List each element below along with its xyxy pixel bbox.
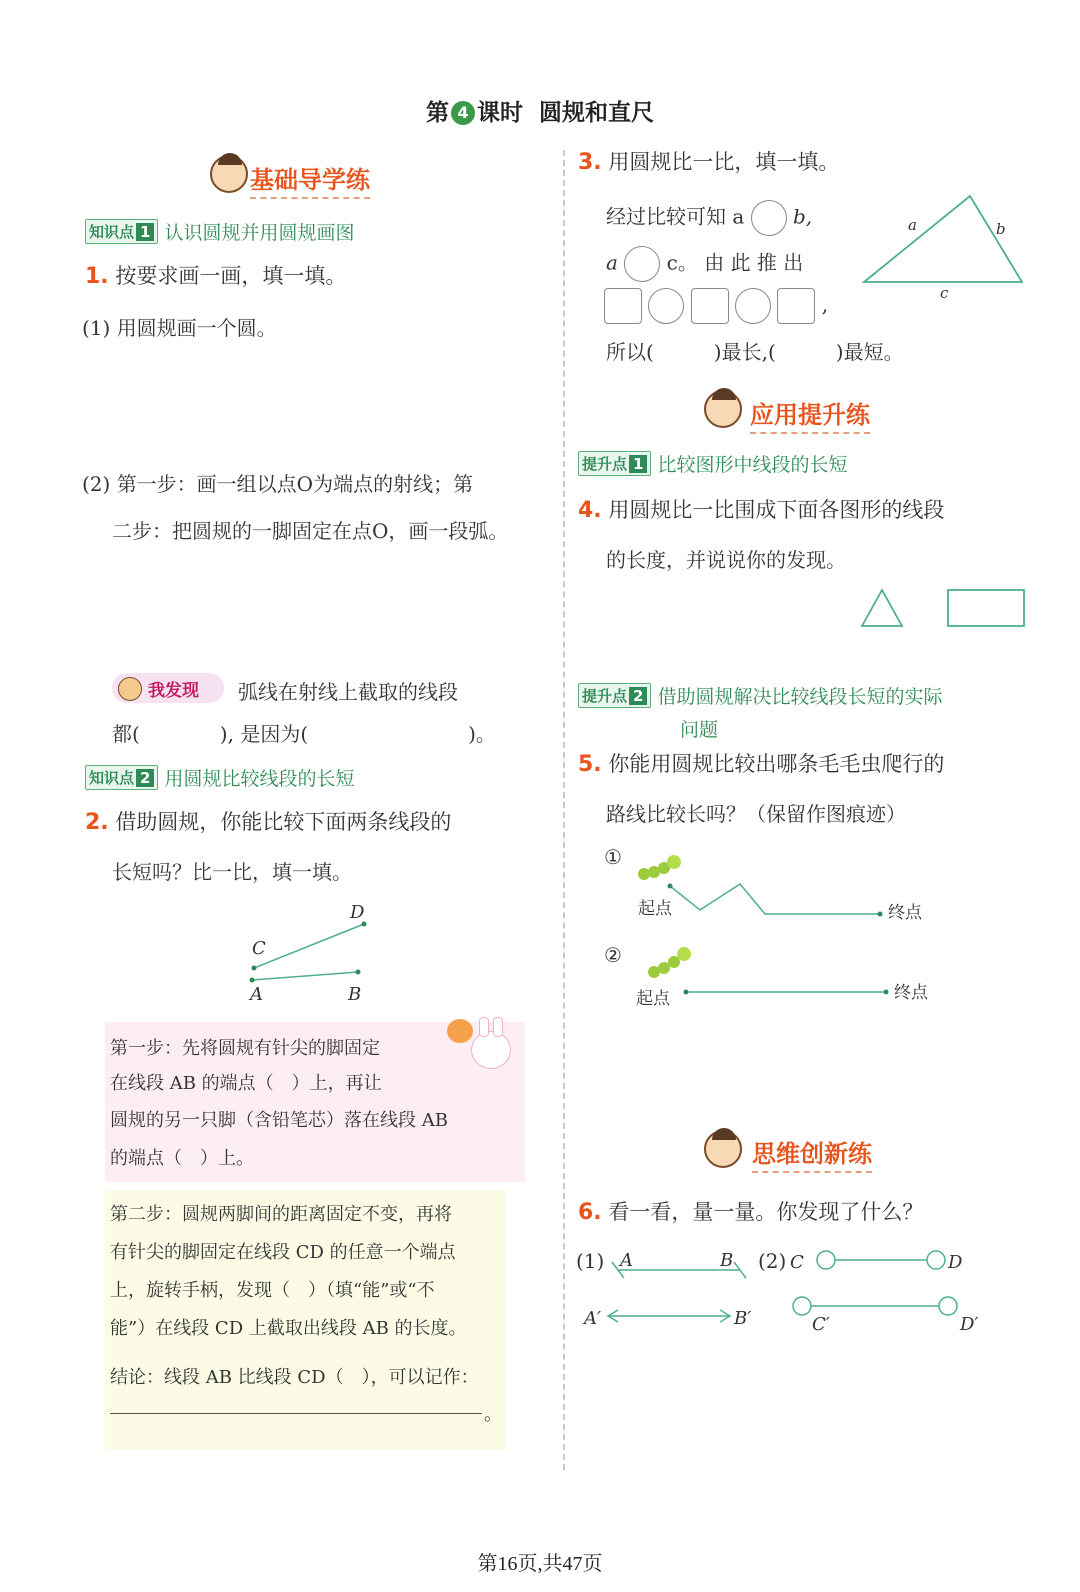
q2-segments-figure bbox=[240, 900, 380, 1010]
column-divider bbox=[563, 150, 565, 1470]
q3-compare-circle-1[interactable] bbox=[751, 200, 787, 236]
kp2-tag: 知识点 2 bbox=[85, 765, 158, 790]
caterpillar-icon-1 bbox=[638, 855, 681, 880]
q5-text-1: 你能用圆规比较出哪条毛毛虫爬行的 bbox=[608, 752, 945, 776]
route-1-end-point bbox=[878, 912, 883, 917]
route-1-start-point bbox=[668, 884, 673, 889]
q6-label-a: A bbox=[620, 1250, 633, 1271]
point-c bbox=[252, 966, 257, 971]
improve-point-2 bbox=[578, 682, 943, 709]
q3-order-end: , bbox=[821, 292, 829, 317]
route-2-marker: ② bbox=[604, 943, 622, 967]
knowledge-point-1 bbox=[85, 218, 355, 245]
tp1-text: 比较图形中线段的长短 bbox=[657, 454, 848, 476]
discover-text-1: 弧线在射线上截取的线段 bbox=[238, 680, 458, 704]
triangle-label-a: a bbox=[908, 216, 917, 234]
q1-part1: (1) 用圆规画一个圆。 bbox=[82, 316, 277, 340]
discover-badge bbox=[112, 673, 224, 703]
q4-text-2: 的长度，并说说你的发现。 bbox=[606, 548, 846, 572]
q3-line1-end: b, bbox=[793, 204, 813, 229]
q6-label-a-prime: A′ bbox=[584, 1308, 602, 1329]
q2-number: 2. bbox=[85, 810, 109, 835]
route-1-marker: ① bbox=[604, 845, 622, 869]
section-apply: 应用提升练 bbox=[750, 395, 870, 434]
route-2-end-point bbox=[884, 990, 889, 995]
label-c: C bbox=[252, 938, 266, 959]
q1-text: 按要求画一画，填一填。 bbox=[115, 264, 347, 288]
q6-label-b: B bbox=[720, 1250, 734, 1271]
q2-text-1: 借助圆规，你能比较下面两条线段的 bbox=[115, 810, 452, 834]
conclusion: 结论：线段 AB 比线段 CD（ ），可以记作： bbox=[110, 1367, 479, 1388]
small-triangle-shape bbox=[862, 590, 902, 626]
point-b bbox=[356, 970, 361, 975]
q1-part2-line2: 二步：把圆规的一脚固定在点O，画一段弧。 bbox=[112, 519, 509, 543]
route-2-start-point bbox=[684, 990, 689, 995]
caterpillar-icon-2 bbox=[648, 947, 691, 978]
q3-line2-text: c。 由 此 推 出 bbox=[666, 250, 804, 275]
q3-order-box-3[interactable] bbox=[777, 288, 815, 324]
label-a: A bbox=[250, 984, 263, 1005]
lesson-name: 圆规和直尺 bbox=[539, 100, 654, 126]
q3-text: 用圆规比一比，填一填。 bbox=[608, 150, 840, 174]
q6-figures bbox=[574, 1238, 994, 1348]
discover-tag: 我发现 bbox=[148, 681, 199, 701]
q3-triangle-figure bbox=[858, 190, 1033, 300]
q4-number: 4. bbox=[578, 498, 602, 523]
q4-text-1: 用圆规比一比围成下面各图形的线段 bbox=[608, 498, 945, 522]
question-4 bbox=[578, 498, 944, 523]
triangle-label-c: c bbox=[940, 284, 949, 300]
step2-line2: 有针尖的脚固定在线段 CD 的任意一个端点 bbox=[110, 1242, 456, 1263]
step2-line4: 能”）在线段 CD 上截取出线段 AB 的长度。 bbox=[110, 1318, 467, 1339]
route-1-start-label: 起点 bbox=[638, 899, 672, 919]
discover-text-2: 都( ), 是因为( )。 bbox=[112, 722, 496, 746]
boy-mascot-icon-3 bbox=[704, 1130, 742, 1168]
question-1 bbox=[85, 264, 346, 289]
q6-number: 6. bbox=[578, 1200, 602, 1225]
lesson-prefix: 第 bbox=[425, 100, 449, 126]
route-2-start-label: 起点 bbox=[636, 989, 670, 1009]
q3-order-box-1[interactable] bbox=[604, 288, 642, 324]
step1-line2: 在线段 AB 的端点（ ）上，再让 bbox=[110, 1073, 382, 1094]
step2-line3: 上，旋转手柄，发现（ ）（填“能”或“不 bbox=[110, 1280, 435, 1301]
lesson-number-badge: 4 bbox=[451, 101, 475, 125]
lesson-title bbox=[0, 94, 1080, 127]
improve-point-1 bbox=[578, 450, 848, 477]
q5-caterpillar-routes bbox=[600, 840, 950, 1020]
page-footer: 第16页,共47页 bbox=[477, 1553, 603, 1575]
triangle-shape bbox=[864, 196, 1022, 282]
kp1-text: 认识圆规并用圆规画图 bbox=[164, 222, 355, 244]
q3-order-circle-1[interactable] bbox=[648, 288, 684, 324]
q3-order-circle-2[interactable] bbox=[735, 288, 771, 324]
q3-order-box-2[interactable] bbox=[691, 288, 729, 324]
segment-cd bbox=[254, 924, 364, 968]
route-2-end-label: 终点 bbox=[894, 983, 928, 1003]
tp2-tag: 提升点 2 bbox=[578, 683, 651, 708]
point-a bbox=[250, 978, 255, 983]
lesson-suffix: 课时 bbox=[476, 100, 523, 126]
kp1-tag: 知识点 1 bbox=[85, 219, 158, 244]
boy-mascot-icon bbox=[210, 155, 248, 193]
boy-mascot-icon-2 bbox=[704, 390, 742, 428]
label-d: D bbox=[350, 902, 365, 923]
q5-number: 5. bbox=[578, 752, 602, 777]
q3-compare-circle-2[interactable] bbox=[624, 246, 660, 282]
q3-line1-text: 经过比较可知 a bbox=[606, 204, 745, 229]
step1-line4: 的端点（ ）上。 bbox=[110, 1148, 254, 1169]
q6-part2-label: (2) bbox=[758, 1249, 787, 1273]
q6-label-c: C bbox=[790, 1252, 804, 1273]
q3-number: 3. bbox=[578, 150, 602, 175]
route-1-line bbox=[670, 884, 880, 914]
question-6 bbox=[578, 1200, 923, 1225]
girl-mascot-icon bbox=[118, 677, 142, 701]
q6-label-c-prime: C′ bbox=[812, 1314, 830, 1335]
q4-shapes-figure bbox=[858, 586, 1033, 630]
q6-label-d-prime: D′ bbox=[960, 1314, 979, 1335]
tp1-tag: 提升点 1 bbox=[578, 451, 651, 476]
triangle-label-b: b bbox=[996, 220, 1006, 238]
q6-label-b-prime: B′ bbox=[734, 1308, 752, 1329]
tp2-text: 借助圆规解决比较线段长短的实际 bbox=[657, 686, 943, 708]
knowledge-point-2 bbox=[85, 764, 355, 791]
question-5 bbox=[578, 752, 944, 777]
q3-line4: 所以( )最长,( )最短。 bbox=[606, 340, 904, 364]
route-1-end-label: 终点 bbox=[888, 903, 922, 923]
q3-line2 bbox=[606, 246, 803, 282]
kp2-text: 用圆规比较线段的长短 bbox=[164, 768, 355, 790]
question-2 bbox=[85, 810, 451, 835]
step2-line1: 第二步：圆规两脚间的距离固定不变，再将 bbox=[110, 1204, 452, 1225]
q3-order-row bbox=[604, 288, 828, 324]
rectangle-shape bbox=[948, 590, 1024, 626]
q6-part1-label: (1) bbox=[576, 1249, 605, 1273]
q6-label-d: D bbox=[948, 1252, 963, 1273]
q3-line2-a: a bbox=[606, 250, 618, 275]
section-basic: 基础导学练 bbox=[250, 160, 370, 199]
q2-text-2: 长短吗？比一比，填一填。 bbox=[112, 860, 352, 884]
step1-line1: 第一步：先将圆规有针尖的脚固定 bbox=[110, 1038, 380, 1059]
q5-text-2: 路线比较长吗？（保留作图痕迹） bbox=[606, 802, 906, 826]
tp2-text-2: 问题 bbox=[680, 719, 719, 741]
bunny-flower-icon bbox=[445, 1015, 515, 1085]
q1-number: 1. bbox=[85, 264, 109, 289]
conclusion-end: 。 bbox=[484, 1404, 502, 1425]
label-b: B bbox=[348, 984, 362, 1005]
question-3 bbox=[578, 150, 839, 175]
q1-part2-line1: (2) 第一步：画一组以点O为端点的射线；第 bbox=[82, 472, 474, 496]
step1-line3: 圆规的另一只脚（含铅笔芯）落在线段 AB bbox=[110, 1110, 448, 1131]
section-think: 思维创新练 bbox=[752, 1134, 872, 1173]
q6-text: 看一看，量一量。你发现了什么？ bbox=[608, 1200, 924, 1224]
conclusion-answer-line[interactable] bbox=[110, 1413, 482, 1414]
segment-ab bbox=[252, 972, 358, 980]
q3-line1 bbox=[606, 200, 812, 236]
